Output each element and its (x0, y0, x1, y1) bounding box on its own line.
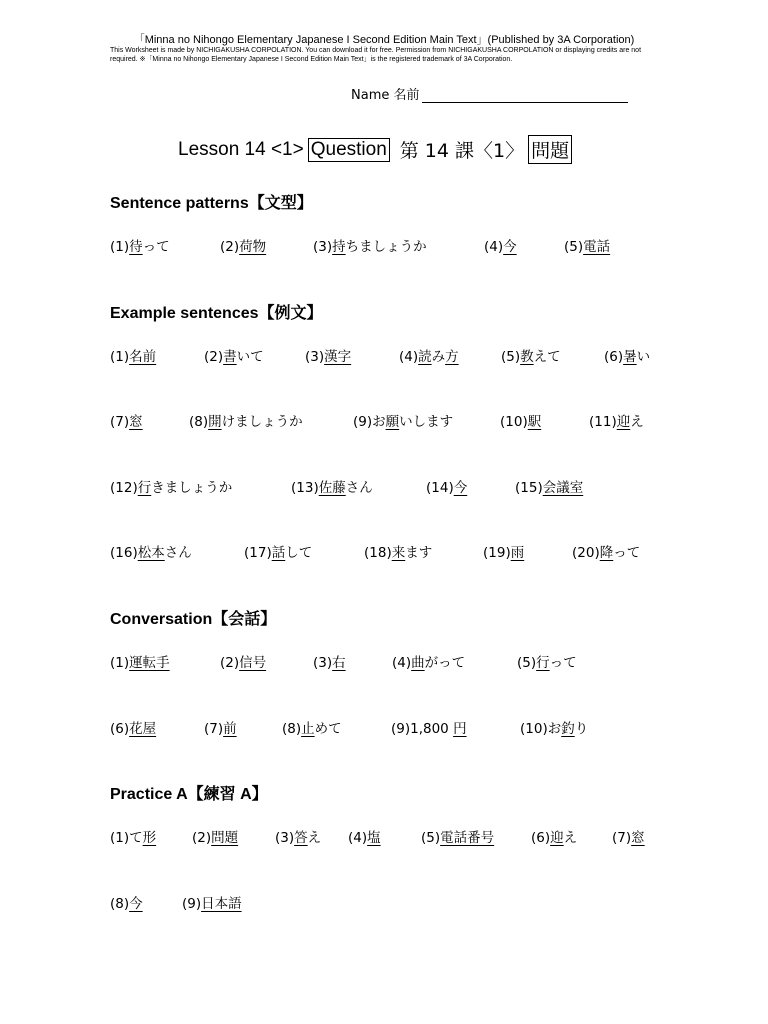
exercise-item: (18)来ます (364, 545, 433, 561)
name-label: Name 名前 (351, 88, 420, 103)
exercise-item: (8)開けましょうか (189, 414, 303, 430)
exercise-item: (5)教えて (501, 349, 561, 365)
exercise-item: (2)信号 (220, 655, 267, 671)
section-heading-practice-a: Practice A【練習 A】 (110, 786, 268, 803)
exercise-item: (4)塩 (348, 830, 381, 846)
exercise-item: (9)1,800 円 (391, 721, 467, 737)
exercise-item: (3)答え (275, 830, 322, 846)
exercise-item: (17)話して (244, 545, 313, 561)
exercise-item: (1)運転手 (110, 655, 170, 671)
exercise-item: (14)今 (426, 480, 468, 496)
exercise-item: (7)窓 (612, 830, 645, 846)
exercise-item: (19)雨 (483, 545, 525, 561)
exercise-item: (20)降って (572, 545, 641, 561)
exercise-item: (10)お釣り (520, 721, 589, 737)
exercise-item: (2)荷物 (220, 239, 267, 255)
section-heading-conversation: Conversation【会話】 (110, 611, 277, 628)
exercise-item: (5)行って (517, 655, 577, 671)
exercise-item: (12)行きましょうか (110, 480, 233, 496)
exercise-item: (9)日本語 (182, 896, 242, 912)
exercise-item: (8)止めて (282, 721, 342, 737)
section-heading-example-sentences: Example sentences【例文】 (110, 305, 323, 322)
lesson-jp-prefix: 第 14 課〈1〉 (399, 140, 525, 162)
exercise-item: (3)漢字 (305, 349, 352, 365)
exercise-item: (2)問題 (192, 830, 239, 846)
exercise-item: (5)電話番号 (421, 830, 495, 846)
exercise-item: (2)書いて (204, 349, 264, 365)
exercise-item: (4)今 (484, 239, 517, 255)
name-row (351, 84, 628, 103)
exercise-item: (7)前 (204, 721, 237, 737)
header-title: 「Minna no Nihongo Elementary Japanese I Second Edition Main Text」(Published by 3A Corporation) (133, 34, 635, 46)
exercise-item: (4)読み方 (399, 349, 459, 365)
exercise-item: (15)会議室 (515, 480, 584, 496)
exercise-item: (7)窓 (110, 414, 143, 430)
exercise-item: (9)お願いします (353, 414, 454, 430)
section-heading-sentence-patterns: Sentence patterns【文型】 (110, 195, 313, 212)
exercise-item: (3)持ちましょうか (313, 239, 427, 255)
name-field-line[interactable] (422, 86, 628, 103)
exercise-item: (1)待って (110, 239, 170, 255)
lesson-title (178, 135, 576, 164)
exercise-item: (4)曲がって (392, 655, 466, 671)
exercise-item: (6)迎え (531, 830, 578, 846)
exercise-item: (1)て形 (110, 830, 157, 846)
exercise-item: (10)駅 (500, 414, 542, 430)
exercise-item: (6)暑い (604, 349, 651, 365)
exercise-item: (3)右 (313, 655, 346, 671)
exercise-item: (16)松本さん (110, 545, 192, 561)
exercise-item: (5)電話 (564, 239, 611, 255)
exercise-item: (6)花屋 (110, 721, 157, 737)
exercise-item: (1)名前 (110, 349, 157, 365)
lesson-prefix: Lesson 14 <1> (178, 138, 304, 160)
exercise-item: (8)今 (110, 896, 143, 912)
header-note: This Worksheet is made by NICHIGAKUSHA CORPOLATION. You can download it for free. Permission from NICHIGAKUSHA CORPOLATION or displaying credits are not required. ※「Minna no Nihongo Elementary Japanese I Second Edition Main Text」is the registered trademark of 3A Corporation. (110, 47, 642, 63)
exercise-item: (13)佐藤さん (291, 480, 373, 496)
question-box: Question (308, 138, 390, 162)
exercise-item: (11)迎え (589, 414, 644, 430)
jp-question-box: 問題 (528, 135, 572, 164)
